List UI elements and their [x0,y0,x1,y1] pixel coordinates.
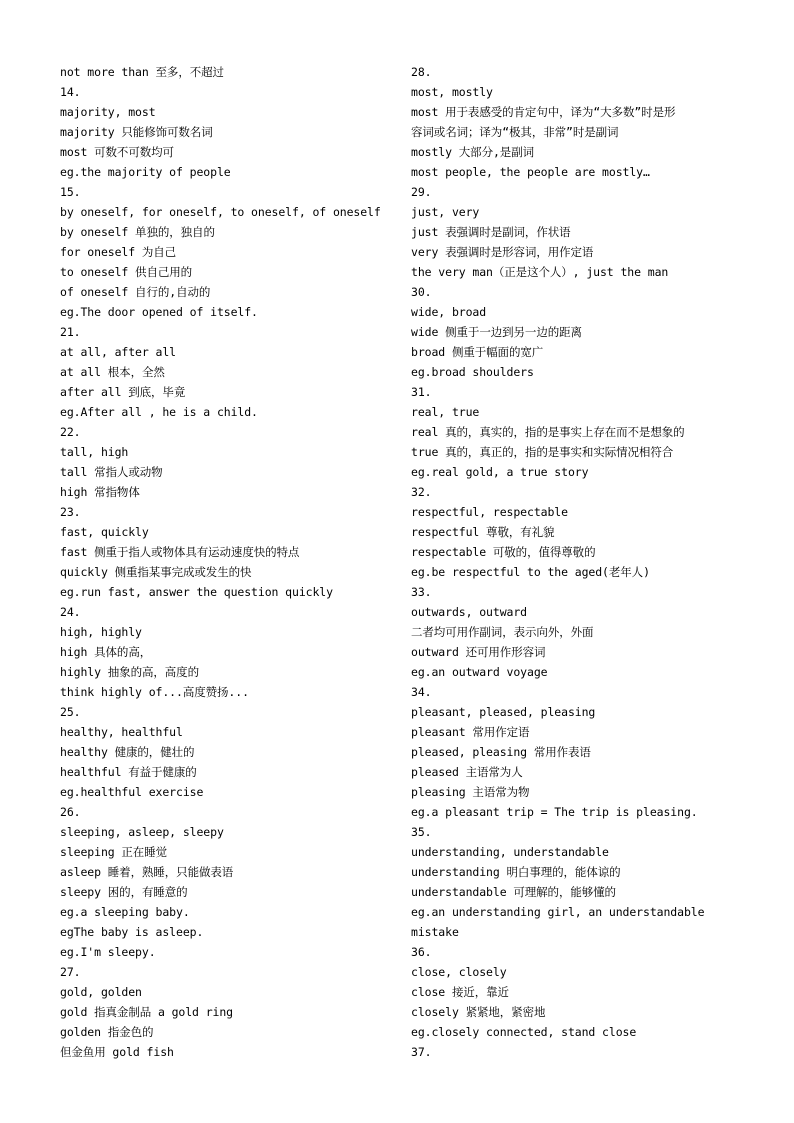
text-line: eg.run fast, answer the question quickly [60,585,333,599]
text-line: eg.real gold, a true story [411,465,589,479]
text-line: 32. [411,485,432,499]
text-line: eg.closely connected, stand close [411,1025,637,1039]
text-line: fast, quickly [60,525,149,539]
text-line: real 真的，真实的，指的是事实上存在而不是想象的 [411,425,685,439]
text-line: sleeping, asleep, sleepy [60,825,224,839]
text-line: 29. [411,185,432,199]
text-line: after all 到底，毕竟 [60,385,186,399]
text-line: 23. [60,505,81,519]
text-line: 33. [411,585,432,599]
text-line: respectful 尊敬，有礼貌 [411,525,555,539]
text-line: 21. [60,325,81,339]
text-line: 14. [60,85,81,99]
text-line: eg.broad shoulders [411,365,534,379]
text-line: 15. [60,185,81,199]
text-line: eg.healthful exercise [60,785,204,799]
text-line: eg.an outward voyage [411,665,548,679]
text-line: respectful, respectable [411,505,568,519]
text-line: asleep 睡着，熟睡，只能做表语 [60,865,234,879]
text-line: outward 还可用作形容词 [411,645,546,659]
text-line: eg.a sleeping baby. [60,905,190,919]
text-line: healthful 有益于健康的 [60,765,197,779]
text-line: fast 侧重于指人或物体具有运动速度快的特点 [60,545,300,559]
text-line: quickly 侧重指某事完成或发生的快 [60,565,252,579]
text-line: just 表强调时是副词，作状语 [411,225,571,239]
text-line: to oneself 供自己用的 [60,265,193,279]
text-line: wide 侧重于一边到另一边的距离 [411,325,582,339]
text-line: 容词或名词；译为“极其，非常”时是副词 [411,125,619,139]
text-line: tall, high [60,445,129,459]
text-line: 34. [411,685,432,699]
text-line: eg.After all , he is a child. [60,405,258,419]
text-line: not more than 至多，不超过 [60,65,224,79]
text-line: pleasant 常用作定语 [411,725,530,739]
text-line: high, highly [60,625,142,639]
text-line: gold 指真金制品 a gold ring [60,1005,234,1019]
text-line: of oneself 自行的,自动的 [60,285,211,299]
text-line: sleepy 困的，有睡意的 [60,885,188,899]
text-line: high 具体的高， [60,645,152,659]
text-line: 30. [411,285,432,299]
text-line: 28. [411,65,432,79]
text-line: 37. [411,1045,432,1059]
text-line: broad 侧重于幅面的宽广 [411,345,544,359]
text-line: highly 抽象的高，高度的 [60,665,199,679]
text-line: sleeping 正在睡觉 [60,845,168,859]
text-line: pleasant, pleased, pleasing [411,705,596,719]
text-line: understanding 明白事理的，能体谅的 [411,865,621,879]
text-line: egThe baby is asleep. [60,925,204,939]
text-line: 22. [60,425,81,439]
text-line: 26. [60,805,81,819]
text-line: understandable 可理解的，能够懂的 [411,885,616,899]
text-line: 24. [60,605,81,619]
left-column [60,62,390,1062]
text-line: most 用于表感受的肯定句中，译为“大多数”时是形 [411,105,676,119]
text-line: outwards, outward [411,605,528,619]
text-line: just, very [411,205,480,219]
text-line: mostly 大部分,是副词 [411,145,534,159]
text-line: respectable 可敬的，值得尊敬的 [411,545,596,559]
text-line: by oneself 单独的，独自的 [60,225,215,239]
text-line: healthy 健康的，健壮的 [60,745,195,759]
text-line: pleased, pleasing 常用作表语 [411,745,591,759]
text-line: eg.the majority of people [60,165,231,179]
text-line: 36. [411,945,432,959]
text-line: eg.a pleasant trip = The trip is pleasing. [411,805,698,819]
text-line: wide, broad [411,305,487,319]
text-line: 31. [411,385,432,399]
text-line: 35. [411,825,432,839]
text-line: majority 只能修饰可数名词 [60,125,213,139]
text-line: close, closely [411,965,507,979]
text-line: mistake [411,925,459,939]
text-line: by oneself, for oneself, to oneself, of oneself [60,205,381,219]
text-line: healthy, healthful [60,725,183,739]
text-line: most 可数不可数均可 [60,145,174,159]
text-line: most people, the people are mostly… [411,165,650,179]
text-line: pleasing 主语常为物 [411,785,530,799]
text-line: gold, golden [60,985,142,999]
text-line: 二者均可用作副词，表示向外，外面 [411,625,594,639]
text-line: real, true [411,405,480,419]
right-column [411,62,741,1062]
text-line: understanding, understandable [411,845,609,859]
text-line: true 真的，真正的，指的是事实和实际情况相符合 [411,445,674,459]
text-line: the very man（正是这个人）, just the man [411,265,669,279]
text-line: high 常指物体 [60,485,140,499]
text-line: very 表强调时是形容词，用作定语 [411,245,594,259]
text-line: pleased 主语常为人 [411,765,523,779]
text-line: eg.I'm sleepy. [60,945,156,959]
text-line: majority, most [60,105,156,119]
text-line: 27. [60,965,81,979]
text-line: golden 指金色的 [60,1025,154,1039]
text-line: 但金鱼用 gold fish [60,1045,174,1059]
text-line: eg.The door opened of itself. [60,305,258,319]
text-line: think highly of...高度赞扬... [60,685,249,699]
text-line: at all, after all [60,345,177,359]
text-line: most, mostly [411,85,493,99]
text-line: tall 常指人或动物 [60,465,163,479]
text-line: at all 根本，全然 [60,365,165,379]
text-line: 25. [60,705,81,719]
text-line: eg.be respectful to the aged(老年人) [411,565,650,579]
text-line: closely 紧紧地，紧密地 [411,1005,546,1019]
text-line: eg.an understanding girl, an understandable [411,905,705,919]
text-line: close 接近，靠近 [411,985,509,999]
text-line: for oneself 为自己 [60,245,177,259]
